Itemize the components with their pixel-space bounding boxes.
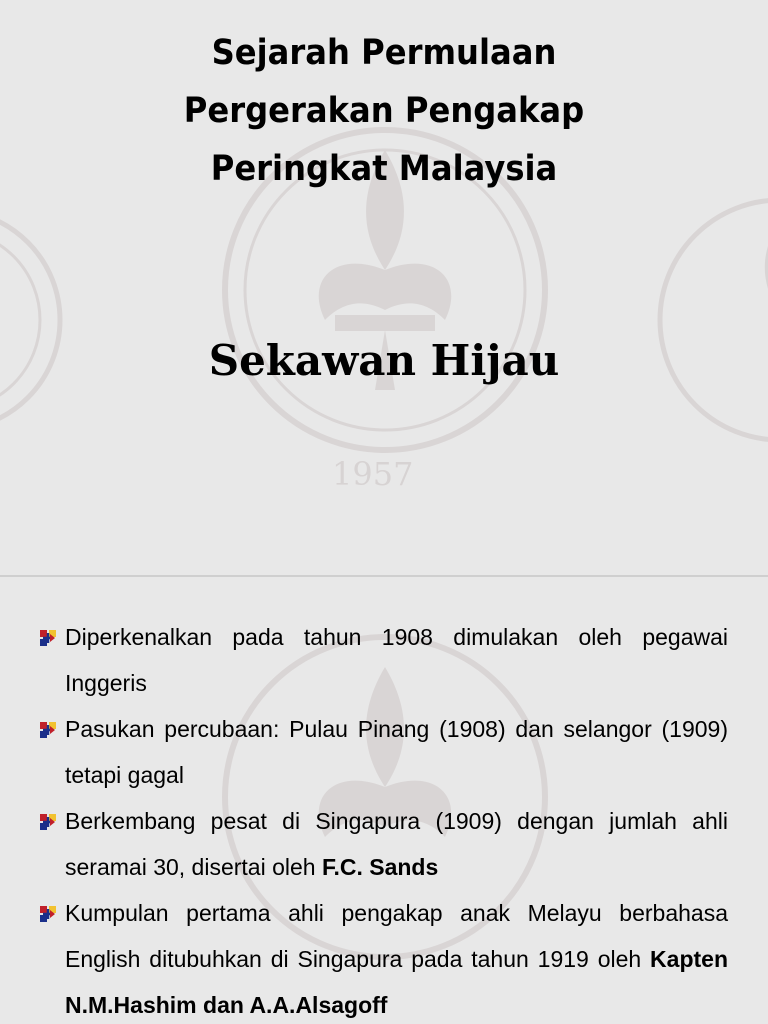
content-slide [0, 577, 768, 1024]
bullet-text: Kumpulan pertama ahli pengakap anak Melayu berbahasa English ditubuhkan di Singapura pada tahun 1919 oleh [65, 900, 728, 972]
arrow-cross-bullet-icon [38, 628, 58, 648]
title-line: Pergerakan Pengakap [183, 91, 585, 131]
slide-subtitle: Sekawan Hijau [208, 336, 560, 385]
list-item [38, 614, 728, 706]
watermark-year: 1957 [332, 455, 414, 493]
list-item [38, 706, 728, 798]
list-item [38, 890, 728, 1024]
bullet-text: Berkembang pesat di Singapura (1909) dengan jumlah ahli seramai 30, disertai oleh [65, 808, 728, 880]
title-line: Sejarah Permulaan [211, 33, 557, 73]
slide-title [31, 24, 738, 198]
bullet-text: Diperkenalkan pada tahun 1908 dimulakan oleh pegawai Inggeris [65, 624, 728, 696]
bullet-list [38, 614, 728, 1024]
arrow-cross-bullet-icon [38, 904, 58, 924]
arrow-cross-bullet-icon [38, 720, 58, 740]
arrow-cross-bullet-icon [38, 812, 58, 832]
title-line: Peringkat Malaysia [210, 149, 558, 189]
list-item [38, 798, 728, 890]
bullet-bold-text: F.C. Sands [321, 854, 439, 880]
bullet-text: Pasukan percubaan: Pulau Pinang (1908) dan selangor (1909) tetapi gagal [65, 716, 728, 788]
bullet-bold-text: Kapten N.M.Hashim dan A.A.Alsagoff [65, 946, 728, 1018]
scout-emblem-watermark-right [640, 150, 768, 490]
